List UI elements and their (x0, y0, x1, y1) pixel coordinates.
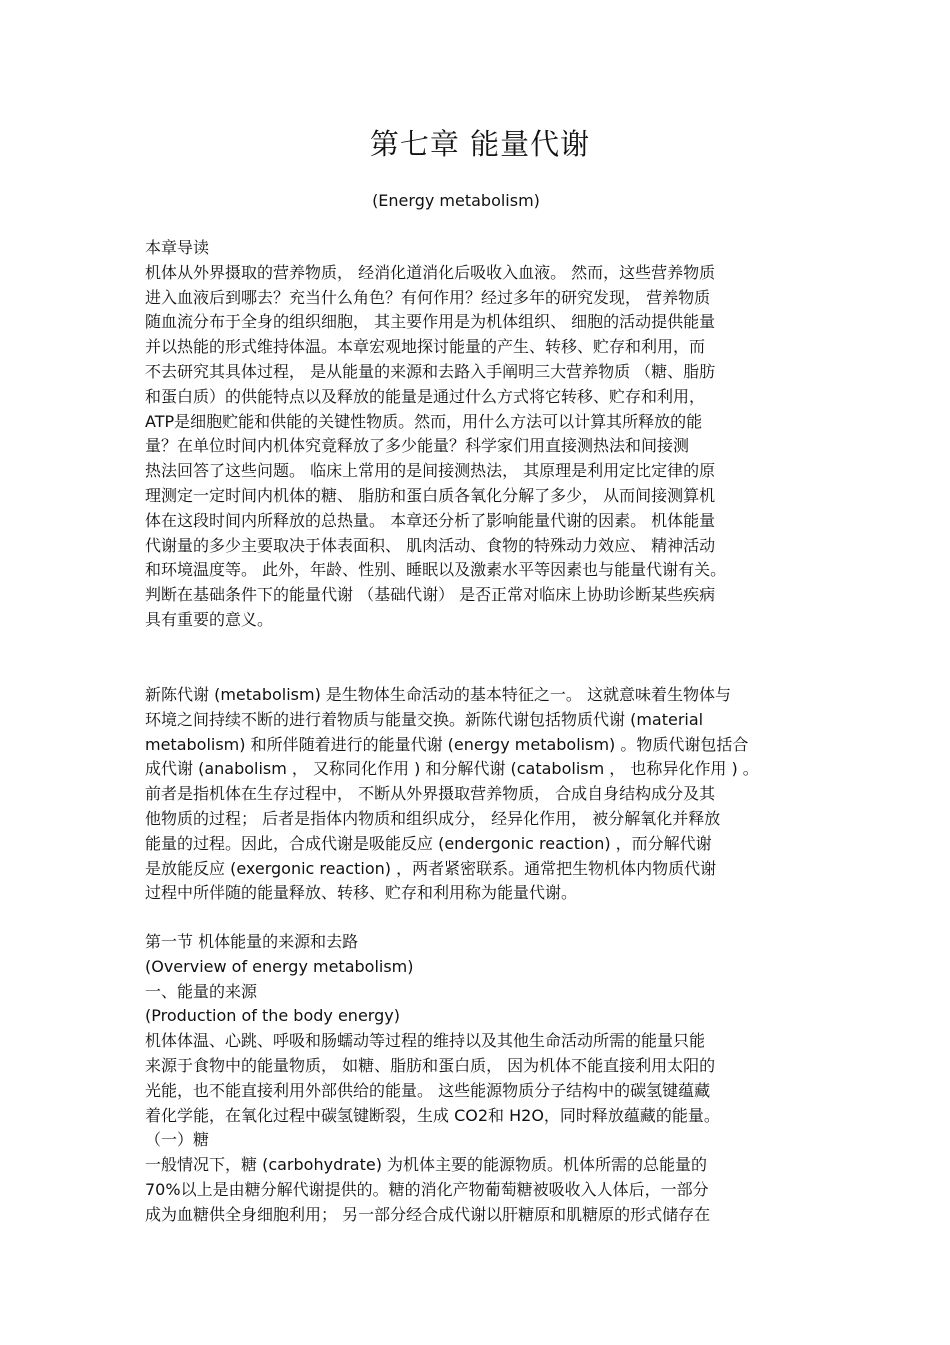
text-line: 机体从外界摄取的营养物质， 经消化道消化后吸收入血液。 然而，这些营养物质 (145, 262, 716, 282)
text-line: (Overview of energy metabolism) (145, 956, 414, 976)
text-line: 过程中所伴随的能量释放、转移、贮存和利用称为能量代谢。 (145, 883, 578, 903)
chapter-intro (145, 236, 810, 633)
text-line: 一、能量的来源 (145, 981, 258, 1001)
text-line: 量？在单位时间内机体究竟释放了多少能量？科学家们用直接测热法和间接测 (145, 436, 690, 456)
text-line: 成代谢 (anabolism ， 又称同化作用 ) 和分解代谢 (catabolism ， 也称异化作用 ) 。 (145, 759, 759, 779)
text-line: 并以热能的形式维持体温。本章宏观地探讨能量的产生、转移、贮存和利用，而 (145, 337, 706, 357)
text-line: 代谢量的多少主要取决于体表面积、 肌肉活动、食物的特殊动力效应、 精神活动 (145, 535, 716, 555)
text-line: 理测定一定时间内机体的糖、 脂肪和蛋白质各氧化分解了多少， 从而间接测算机 (145, 485, 716, 505)
text-line: 机体体温、心跳、呼吸和肠蠕动等过程的维持以及其他生命活动所需的能量只能 (145, 1031, 706, 1051)
intro-paragraph (145, 261, 810, 633)
text-line: 70%以上是由糖分解代谢提供的。糖的消化产物葡萄糖被吸收入人体后，一部分 (145, 1179, 709, 1199)
text-line: 新陈代谢 (metabolism) 是生物体生命活动的基本特征之一。 这就意味着生物体与 (145, 685, 732, 704)
text-line: 前者是指机体在生存过程中， 不断从外界摄取营养物质， 合成自身结构成分及其 (145, 784, 716, 804)
text-line: (Production of the body energy) (145, 1006, 400, 1026)
chapter-title: 第七章 能量代谢 (369, 127, 591, 161)
text-line: 具有重要的意义。 (145, 609, 274, 629)
text-line: 随血流分布于全身的组织细胞， 其主要作用是为机体组织、 细胞的活动提供能量 (145, 312, 716, 332)
text-line: 进入血液后到哪去？充当什么角色？有何作用？经过多年的研究发现， 营养物质 (145, 287, 711, 307)
text-line: 他物质的过程； 后者是指体内物质和组织成分， 经异化作用， 被分解氧化并释放 (145, 808, 721, 828)
text-line: 光能，也不能直接利用外部供给的能量。 这些能源物质分子结构中的碳氢键蕴藏 (145, 1080, 711, 1100)
text-line: 来源于食物中的能量物质， 如糖、脂肪和蛋白质， 因为机体不能直接利用太阳的 (145, 1055, 716, 1075)
text-line: 热法回答了这些问题。 临床上常用的是间接测热法， 其原理是利用定比定律的原 (145, 461, 716, 481)
text-line: （一）糖 (145, 1130, 210, 1150)
text-line: 环境之间持续不断的进行着物质与能量交换。新陈代谢包括物质代谢 (material (145, 709, 704, 729)
chapter-subtitle: (Energy metabolism) (372, 191, 540, 210)
text-line: 着化学能，在氧化过程中碳氢键断裂，生成 CO2和 H2O，同时释放蕴藏的能量。 (145, 1105, 720, 1125)
section-one-text (145, 930, 810, 1228)
text-line: 一般情况下，糖 (carbohydrate) 为机体主要的能源物质。机体所需的总能量的 (145, 1155, 708, 1175)
text-line: 判断在基础条件下的能量代谢 （基础代谢） 是否正常对临床上协助诊断某些疾病 (145, 585, 716, 605)
text-line: 体在这段时间内所释放的总热量。 本章还分析了影响能量代谢的因素。 机体能量 (145, 510, 716, 530)
text-line: 第一节 机体能量的来源和去路 (145, 932, 359, 951)
text-line: 不去研究其具体过程， 是从能量的来源和去路入手阐明三大营养物质 （糖、脂肪 (145, 361, 716, 381)
text-line: ATP是细胞贮能和供能的关键性物质。然而，用什么方法可以计算其所释放的能 (145, 411, 703, 431)
metabolism-paragraph (145, 683, 810, 906)
text-line: 是放能反应 (exergonic reaction) ，两者紧密联系。通常把生物机体内物质代谢 (145, 858, 717, 878)
text-line: 成为血糖供全身细胞利用； 另一部分经合成代谢以肝糖原和肌糖原的形式储存在 (145, 1204, 711, 1224)
text-line: 和环境温度等。 此外，年龄、性别、睡眠以及激素水平等因素也与能量代谢有关。 (145, 560, 727, 580)
section-one (145, 930, 810, 1228)
text-line: metabolism) 和所伴随着进行的能量代谢 (energy metabolism) 。物质代谢包括合 (145, 734, 749, 754)
text-line: 和蛋白质）的供能特点以及释放的能量是通过什么方式将它转移、贮存和利用， (145, 386, 706, 406)
intro-heading: 本章导读 (145, 238, 210, 257)
text-line: 能量的过程。因此，合成代谢是吸能反应 (endergonic reaction) ，而分解代谢 (145, 833, 712, 853)
metabolism-text (145, 683, 810, 906)
